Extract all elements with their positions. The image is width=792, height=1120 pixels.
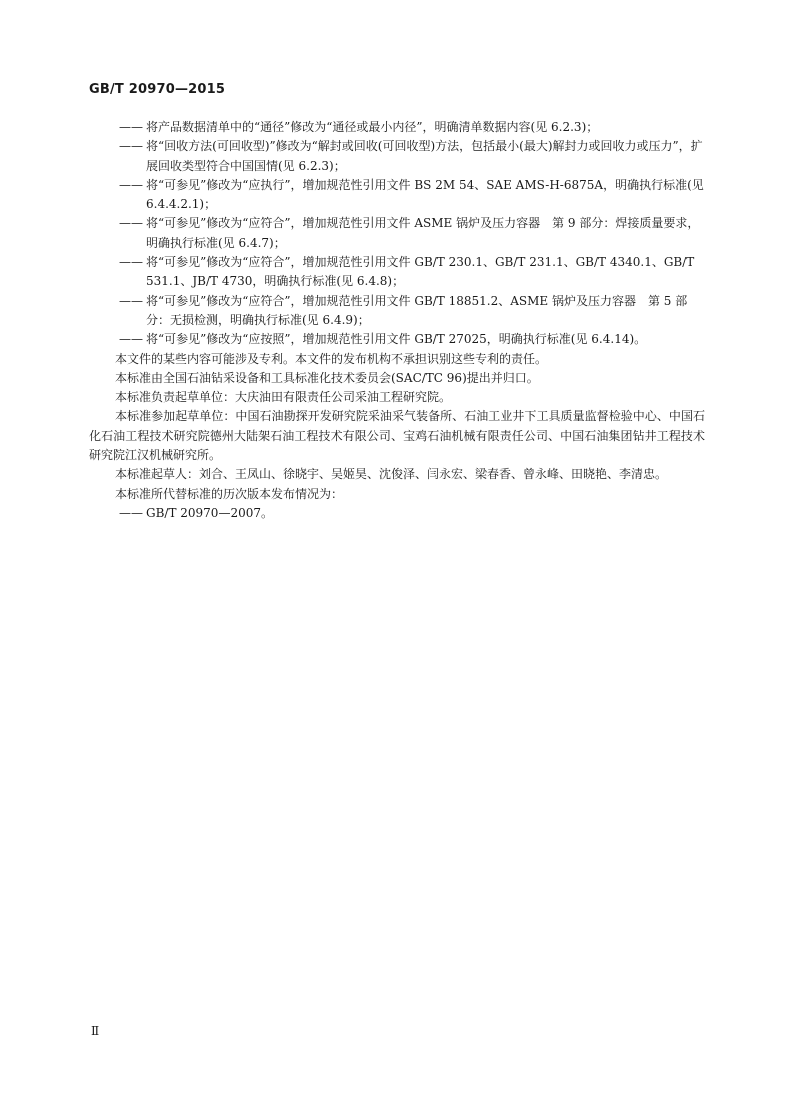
- em-dash: ——: [119, 139, 143, 154]
- history-item: [89, 504, 705, 523]
- change-item: [89, 118, 705, 137]
- responsible-drafter-statement: 本标准负责起草单位：大庆油田有限责任公司采油工程研究院。: [115, 390, 452, 405]
- change-text: 将“可参见”修改为“应符合”，增加规范性引用文件 ASME 锅炉及压力容器 第 9 部分：焊接质量要求，明确执行标准(见 6.4.7)；: [146, 216, 700, 250]
- patent-statement: 本文件的某些内容可能涉及专利。本文件的发布机构不承担识别这些专利的责任。: [115, 351, 548, 366]
- page-number: Ⅱ: [91, 1024, 100, 1038]
- change-text: 将“可参见”修改为“应符合”，增加规范性引用文件 GB/T 230.1、GB/T 231.1、GB/T 4340.1、GB/T 531.1、JB/T 4730，明确执行标准(见 6.4.8)；: [146, 255, 695, 289]
- em-dash: ——: [119, 255, 143, 270]
- change-item: [89, 176, 705, 215]
- change-text: 将“回收方法(可回收型)”修改为“解封或回收(可回收型)方法，包括最小(最大)解封力或回收力或压力”，扩展回收类型符合中国国情(见 6.2.3)；: [146, 139, 703, 173]
- history-text: GB/T 20970—2007。: [146, 505, 273, 520]
- change-item: [89, 214, 705, 253]
- change-item: [89, 137, 705, 176]
- em-dash: ——: [119, 293, 143, 308]
- main-content: [89, 118, 705, 523]
- em-dash: ——: [119, 216, 143, 231]
- drafters-statement: 本标准起草人：刘合、王凤山、徐晓宇、吴姬昊、沈俊泽、闫永宏、梁春香、曾永峰、田晓艳、李清忠。: [115, 467, 668, 482]
- change-item: [89, 330, 705, 349]
- change-text: 将产品数据清单中的“通径”修改为“通径或最小内径”，明确清单数据内容(见 6.2.3)；: [146, 120, 599, 134]
- history-intro: 本标准所代替标准的历次版本发布情况为：: [115, 486, 344, 501]
- em-dash: ——: [119, 332, 143, 347]
- standard-number-header: GB/T 20970—2015: [89, 82, 226, 97]
- em-dash: ——: [119, 120, 143, 134]
- proposed-by-statement: 本标准由全国石油钻采设备和工具标准化技术委员会(SAC/TC 96)提出并归口。: [115, 370, 539, 385]
- change-text: 将“可参见”修改为“应执行”，增加规范性引用文件 BS 2M 54、SAE AMS-H-6875A，明确执行标准(见 6.4.4.2.1)；: [146, 177, 704, 212]
- participating-drafters-statement: 本标准参加起草单位：中国石油勘探开发研究院采油采气装备所、石油工业井下工具质量监督检验中心、中国石化石油工程技术研究院德州大陆架石油工程技术有限公司、宝鸡石油机械有限责任公司、中国石油集团钻井工程技术研究院江汉机械研究所。: [89, 409, 705, 463]
- change-text: 将“可参见”修改为“应符合”，增加规范性引用文件 GB/T 18851.2、ASME 锅炉及压力容器 第 5 部分：无损检测，明确执行标准(见 6.4.9)；: [146, 293, 688, 327]
- em-dash: ——: [119, 505, 143, 520]
- change-text: 将“可参见”修改为“应按照”，增加规范性引用文件 GB/T 27025，明确执行标准(见 6.4.14)。: [146, 332, 647, 347]
- change-item: [89, 253, 705, 292]
- em-dash: ——: [119, 177, 143, 192]
- change-item: [89, 292, 705, 331]
